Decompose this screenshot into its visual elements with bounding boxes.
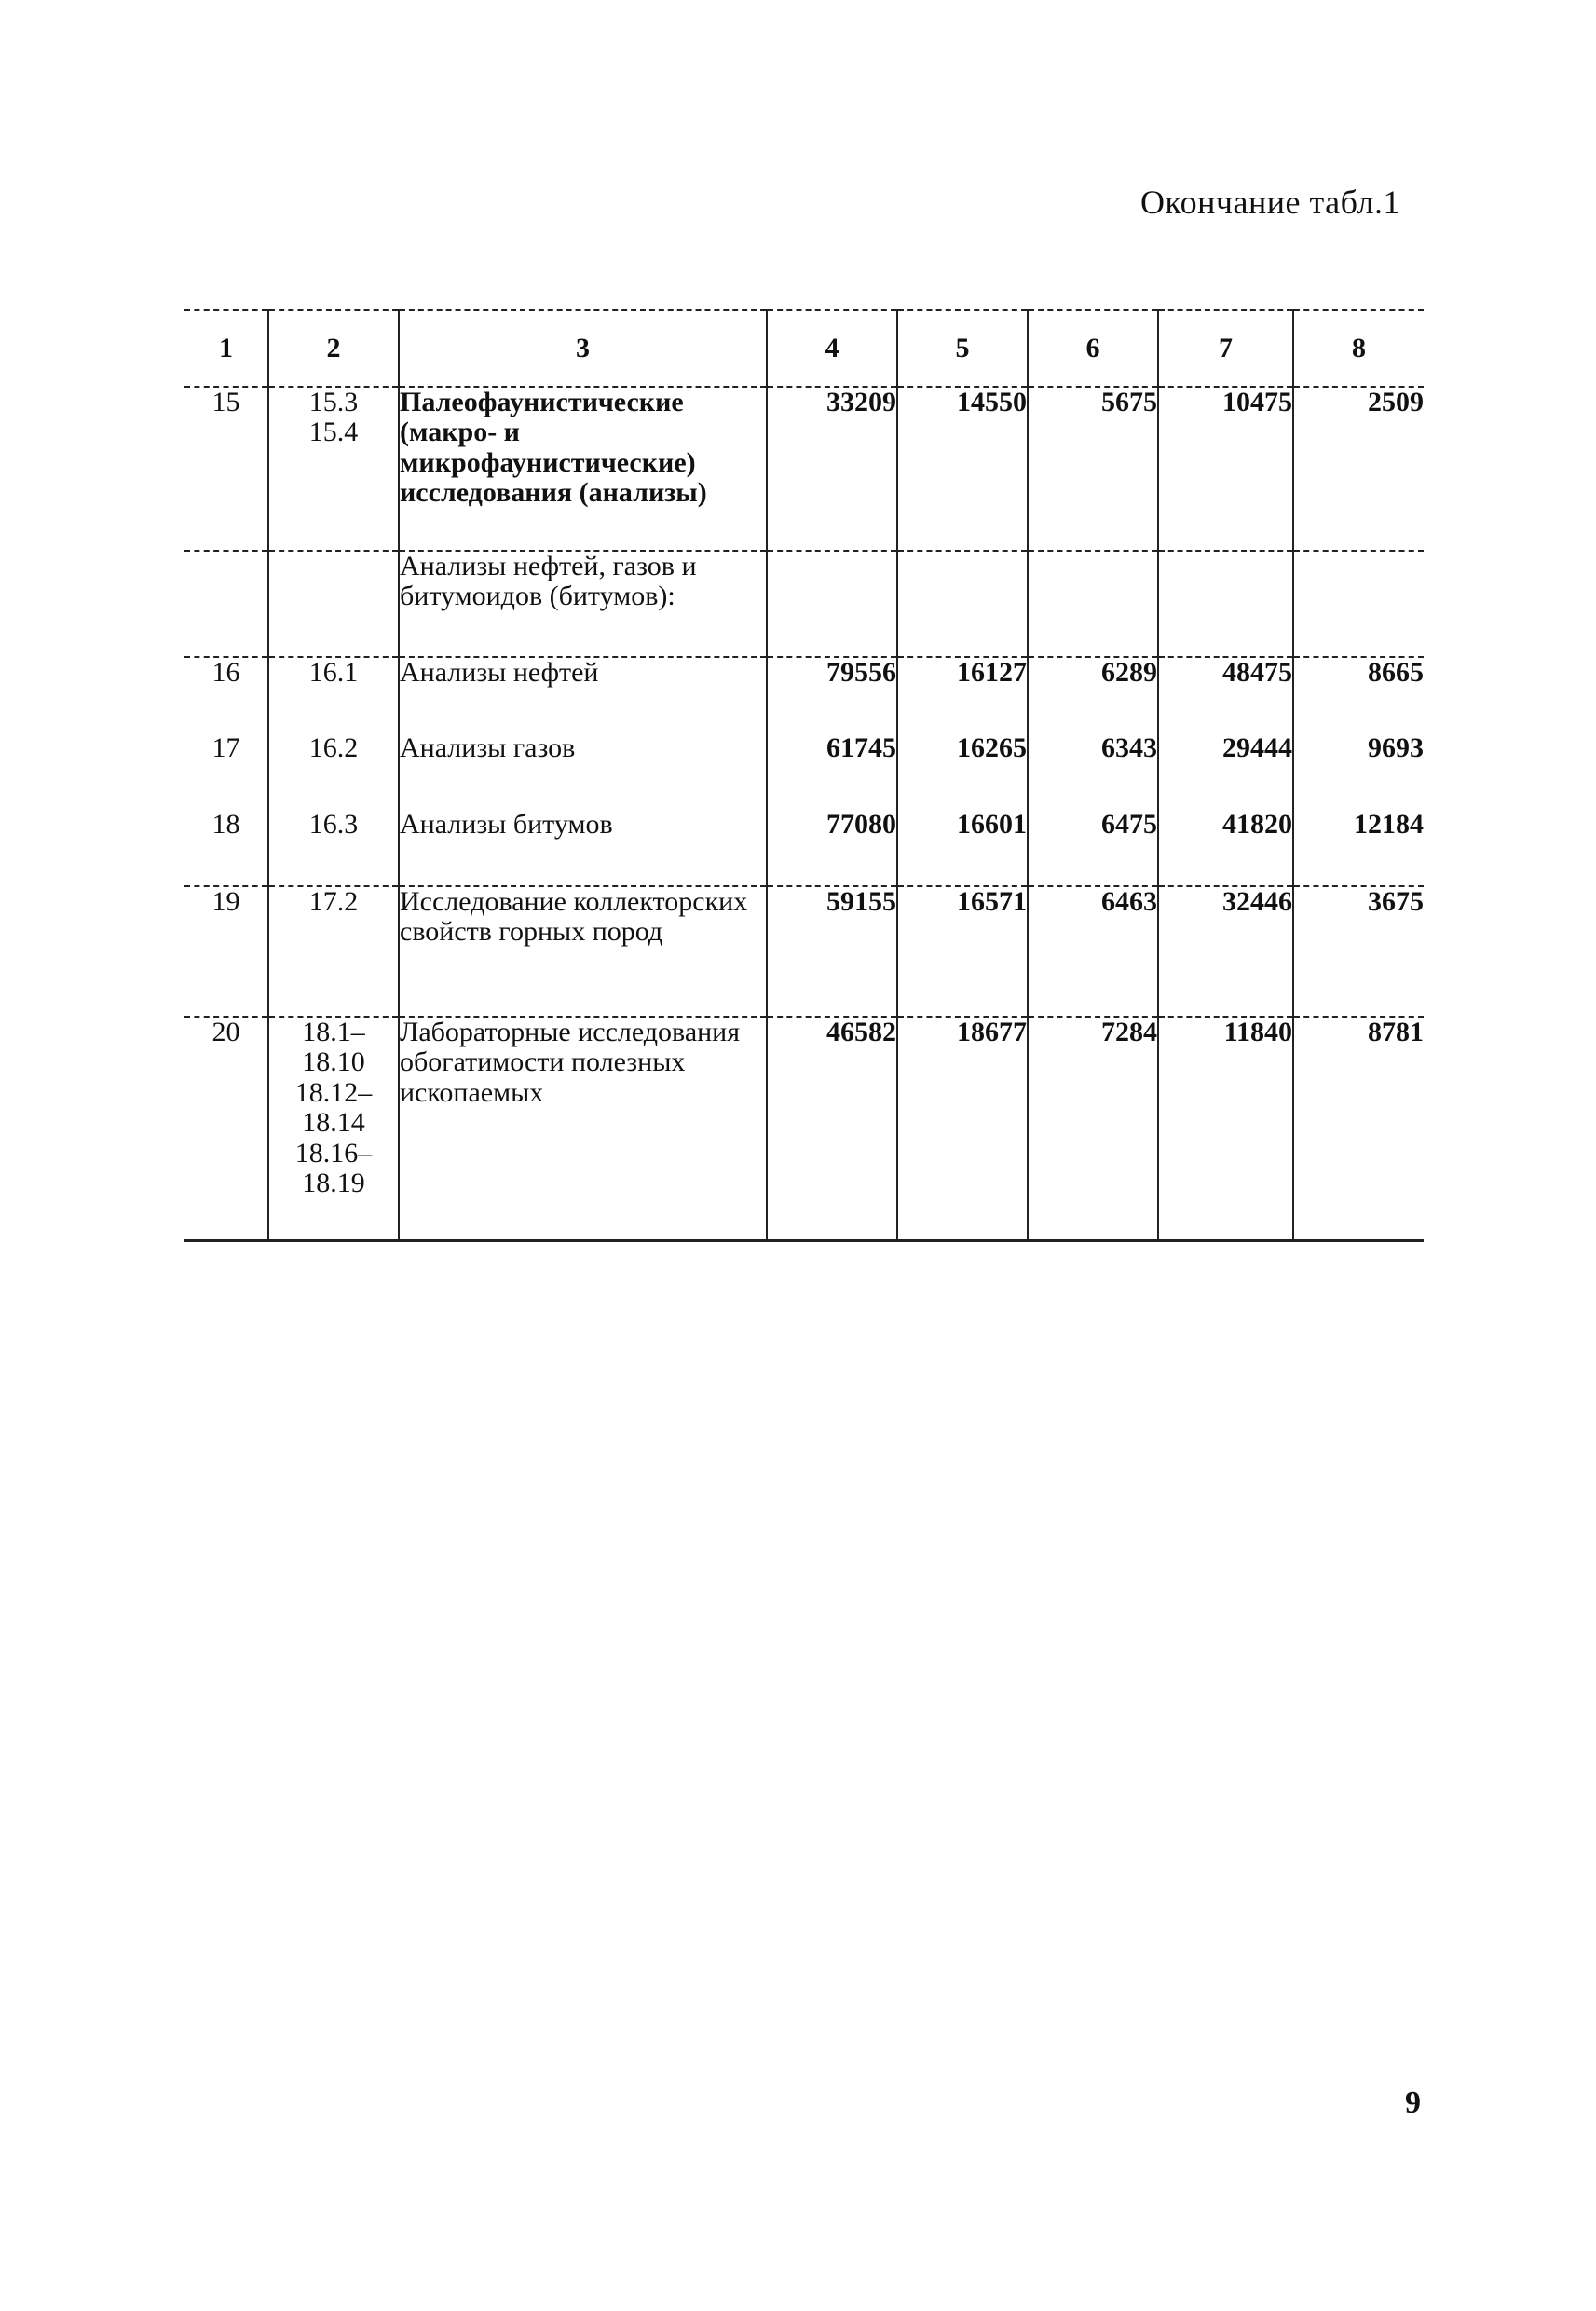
code-line: 18.10: [302, 1046, 365, 1078]
code-line: 18.12–: [294, 1076, 373, 1108]
value-cell: 61745: [767, 733, 897, 810]
value-cell: 12184: [1293, 810, 1424, 886]
row-number: 16: [184, 657, 268, 733]
value-cell: 2509: [1293, 387, 1424, 551]
value-cell: 10475: [1158, 387, 1293, 551]
code-line: 16.3: [308, 809, 359, 840]
value-cell: 32446: [1158, 886, 1293, 1017]
row-number: 19: [184, 886, 268, 1017]
data-table: [184, 309, 1424, 1242]
code-line: 18.14: [302, 1107, 365, 1139]
section-code: [268, 733, 399, 810]
value-cell: 8665: [1293, 657, 1424, 733]
table-row: [184, 1017, 1424, 1240]
row-number: 20: [184, 1017, 268, 1240]
value-cell: 6343: [1028, 733, 1158, 810]
value-cell: 6289: [1028, 657, 1158, 733]
value-cell: 16265: [897, 733, 1028, 810]
row-number: 15: [211, 387, 240, 417]
value-cell: 16571: [897, 886, 1028, 1017]
value-cell: 79556: [767, 657, 897, 733]
work-name: Исследование коллекторских свойств горных пород: [399, 886, 767, 1017]
code-line: 18.16–: [294, 1137, 373, 1169]
code-line: 16.1: [308, 657, 359, 688]
table-row: [184, 657, 1424, 733]
value-cell: 18677: [897, 1017, 1028, 1240]
row-number: 17: [211, 732, 240, 763]
value-cell: 33209: [767, 387, 897, 551]
value-cell: 16601: [897, 810, 1028, 886]
work-name: Палеофаунистические (макро- и микрофаунистические) исследования (анализы): [399, 387, 767, 551]
header-cell: 3: [399, 310, 767, 387]
header-cell: 5: [897, 310, 1028, 387]
code-line: 18.19: [302, 1167, 365, 1198]
value-cell: [1293, 551, 1424, 657]
table-row: [184, 551, 1424, 657]
value-cell: [1028, 551, 1158, 657]
value-cell: [897, 551, 1028, 657]
code-line: 18.1–: [302, 1017, 365, 1047]
code-line: 16.2: [308, 732, 359, 763]
row-number: 18: [211, 809, 240, 840]
value-cell: 9693: [1293, 733, 1424, 810]
value-cell: 48475: [1158, 657, 1293, 733]
value-cell: 77080: [767, 810, 897, 886]
section-code: [268, 886, 399, 1017]
work-name: Анализы битумов: [399, 810, 767, 886]
page-number: 9: [1405, 2085, 1421, 2120]
header-cell: 6: [1028, 310, 1158, 387]
header-cell: 1: [184, 310, 268, 387]
value-cell: [767, 551, 897, 657]
value-cell: 14550: [897, 387, 1028, 551]
section-code: [268, 810, 399, 886]
value-cell: 6475: [1028, 810, 1158, 886]
code-line: 15.3: [308, 387, 359, 417]
work-name: Анализы газов: [399, 733, 767, 810]
header-cell: 8: [1293, 310, 1424, 387]
section-code: [268, 1017, 399, 1240]
section-code: [268, 551, 399, 657]
value-cell: 5675: [1028, 387, 1158, 551]
work-name: Лабораторные исследования обогатимости полезных ископаемых: [399, 1017, 767, 1240]
table-caption: Окончание табл.1: [1139, 184, 1400, 221]
value-cell: [1158, 551, 1293, 657]
value-cell: 41820: [1158, 810, 1293, 886]
header-cell: 2: [268, 310, 399, 387]
value-cell: 8781: [1293, 1017, 1424, 1240]
value-cell: 6463: [1028, 886, 1158, 1017]
header-cell: 4: [767, 310, 897, 387]
table-row: [184, 810, 1424, 886]
section-code: [268, 387, 399, 551]
value-cell: 46582: [767, 1017, 897, 1240]
header-cell: 7: [1158, 310, 1293, 387]
table-row: [184, 387, 1424, 551]
value-cell: 7284: [1028, 1017, 1158, 1240]
table-row: [184, 886, 1424, 1017]
value-cell: 11840: [1158, 1017, 1293, 1240]
table-row: [184, 733, 1424, 810]
work-name: Анализы нефтей: [399, 657, 767, 733]
row-number: [184, 551, 268, 657]
code-line: 17.2: [308, 886, 359, 917]
header-row: [184, 310, 1424, 387]
section-code: [268, 657, 399, 733]
value-cell: 59155: [767, 886, 897, 1017]
group-heading: Анализы нефтей, газов и битумоидов (битумов):: [399, 551, 767, 657]
value-cell: 16127: [897, 657, 1028, 733]
value-cell: 3675: [1293, 886, 1424, 1017]
code-line: 15.4: [308, 417, 359, 448]
value-cell: 29444: [1158, 733, 1293, 810]
